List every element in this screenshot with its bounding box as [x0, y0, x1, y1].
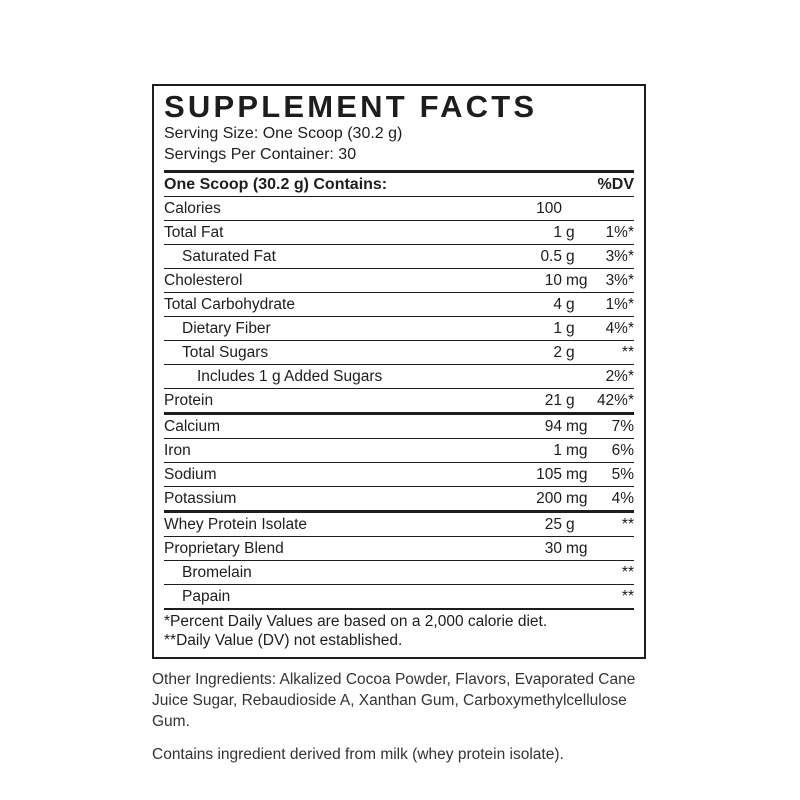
supplement-label: [152, 84, 646, 777]
table-row: [164, 510, 634, 536]
nutrient-dv: 3%*: [605, 248, 634, 265]
amount-unit: mg: [566, 272, 588, 289]
amount-unit: g: [566, 296, 575, 313]
nutrient-label: Total Carbohydrate: [164, 296, 295, 313]
nutrient-amount: [492, 588, 588, 605]
amount-unit: g: [566, 516, 575, 533]
amount-value: 2: [553, 344, 562, 361]
amount-unit: g: [566, 344, 575, 361]
table-row: [164, 438, 634, 462]
table-row: [164, 388, 634, 412]
nutrient-amount: [492, 296, 588, 313]
amount-value: 21: [544, 392, 562, 409]
amount-value: 25: [544, 516, 562, 533]
nutrient-amount: [492, 392, 588, 409]
nutrient-label: Cholesterol: [164, 272, 243, 289]
panel-title: SUPPLEMENT FACTS: [164, 89, 538, 124]
amount-unit: [562, 564, 588, 581]
dv-header-label: %DV: [597, 176, 634, 193]
amount-value: [492, 368, 562, 385]
amount-unit: mg: [566, 418, 588, 435]
table-row: [164, 292, 634, 316]
table-row: [164, 316, 634, 340]
table-row: [164, 412, 634, 438]
nutrient-dv: [588, 200, 634, 217]
nutrient-dv: **: [621, 516, 634, 533]
nutrient-amount: [492, 368, 588, 385]
nutrient-label: Includes 1 g Added Sugars: [197, 368, 383, 385]
amount-unit: [562, 200, 588, 217]
nutrient-amount: [492, 418, 588, 435]
nutrient-label: Whey Protein Isolate: [164, 516, 308, 533]
table-row: [164, 220, 634, 244]
amount-value: 4: [553, 296, 562, 313]
nutrient-label: Proprietary Blend: [164, 540, 284, 557]
nutrient-label: Bromelain: [182, 564, 252, 581]
nutrient-dv: 1%*: [605, 224, 634, 241]
table-header-row: [164, 170, 634, 196]
amount-value: 1: [553, 320, 562, 337]
amount-value: 1: [553, 442, 562, 459]
supplement-facts-panel: [152, 84, 646, 659]
table-row: [164, 244, 634, 268]
nutrient-amount: [492, 442, 588, 459]
amount-unit: g: [566, 224, 575, 241]
nutrient-label: Dietary Fiber: [182, 320, 271, 337]
servings-per-container: Servings Per Container: 30: [164, 145, 357, 163]
footnote-dv-not-established: **Daily Value (DV) not established.: [164, 631, 403, 649]
amount-unit: mg: [566, 442, 588, 459]
nutrient-dv: [588, 540, 634, 557]
table-row: [164, 340, 634, 364]
nutrient-amount: [492, 564, 588, 581]
nutrient-label: Total Fat: [164, 224, 224, 241]
amount-unit: [562, 368, 588, 385]
nutrient-dv: 2%*: [605, 368, 634, 385]
contains-header-label: One Scoop (30.2 g) Contains:: [164, 176, 388, 193]
other-ingredients-paragraph: Other Ingredients: Alkalized Cocoa Powder, Flavors, Evaporated Cane Juice Sugar, Rebaudioside A, Xanthan Gum, Carboxymethylcellulose Gum.: [152, 671, 636, 730]
nutrient-dv: 5%: [611, 466, 634, 483]
table-row: [164, 584, 634, 608]
nutrient-dv: 7%: [611, 418, 634, 435]
nutrient-amount: [492, 272, 588, 289]
nutrient-dv: 1%*: [605, 296, 634, 313]
nutrient-amount: [492, 200, 588, 217]
serving-size: Serving Size: One Scoop (30.2 g): [164, 125, 403, 142]
table-row: [164, 364, 634, 388]
amount-unit: g: [566, 320, 575, 337]
nutrient-amount: [492, 320, 588, 337]
amount-value: 0.5: [540, 248, 562, 265]
table-row: [164, 560, 634, 584]
nutrient-amount: [492, 344, 588, 361]
nutrient-label: Iron: [164, 442, 191, 459]
amount-value: [492, 588, 562, 605]
nutrient-dv: 4%*: [605, 320, 634, 337]
table-row: [164, 486, 634, 510]
table-row: [164, 268, 634, 292]
table-row: [164, 196, 634, 220]
amount-value: 30: [544, 540, 562, 557]
amount-unit: g: [566, 392, 575, 409]
amount-unit: mg: [566, 490, 588, 507]
nutrient-dv: **: [621, 564, 634, 581]
table-row: [164, 462, 634, 486]
nutrient-label: Potassium: [164, 490, 237, 507]
amount-value: 10: [544, 272, 562, 289]
nutrient-dv: 42%*: [596, 392, 634, 409]
below-panel-text: [152, 669, 646, 765]
footnotes: [164, 608, 634, 657]
table-row: [164, 536, 634, 560]
nutrient-dv: 4%: [611, 490, 634, 507]
amount-value: [492, 564, 562, 581]
nutrient-dv: **: [621, 588, 634, 605]
amount-value: 200: [536, 490, 562, 507]
nutrient-label: Papain: [182, 588, 231, 605]
nutrient-label: Sodium: [164, 466, 217, 483]
amount-unit: mg: [566, 466, 588, 483]
amount-unit: [562, 588, 588, 605]
nutrient-amount: [492, 490, 588, 507]
nutrient-amount: [492, 516, 588, 533]
nutrient-rows: [164, 196, 634, 608]
nutrient-label: Calories: [164, 200, 221, 217]
nutrient-label: Protein: [164, 392, 214, 409]
amount-unit: g: [566, 248, 575, 265]
contains-statement: Contains ingredient derived from milk (whey protein isolate).: [152, 746, 564, 763]
nutrient-dv: **: [621, 344, 634, 361]
footnote-daily-values: *Percent Daily Values are based on a 2,000 calorie diet.: [164, 613, 548, 630]
nutrient-dv: 6%: [611, 442, 634, 459]
amount-value: 100: [536, 200, 562, 217]
nutrient-amount: [492, 248, 588, 265]
amount-unit: mg: [566, 540, 588, 557]
nutrient-label: Calcium: [164, 418, 220, 435]
nutrient-label: Saturated Fat: [182, 248, 276, 265]
nutrient-label: Total Sugars: [182, 344, 269, 361]
amount-value: 94: [544, 418, 562, 435]
amount-value: 105: [536, 466, 562, 483]
nutrient-amount: [492, 466, 588, 483]
nutrient-dv: 3%*: [605, 272, 634, 289]
amount-value: 1: [553, 224, 562, 241]
nutrient-amount: [492, 540, 588, 557]
nutrient-amount: [492, 224, 588, 241]
